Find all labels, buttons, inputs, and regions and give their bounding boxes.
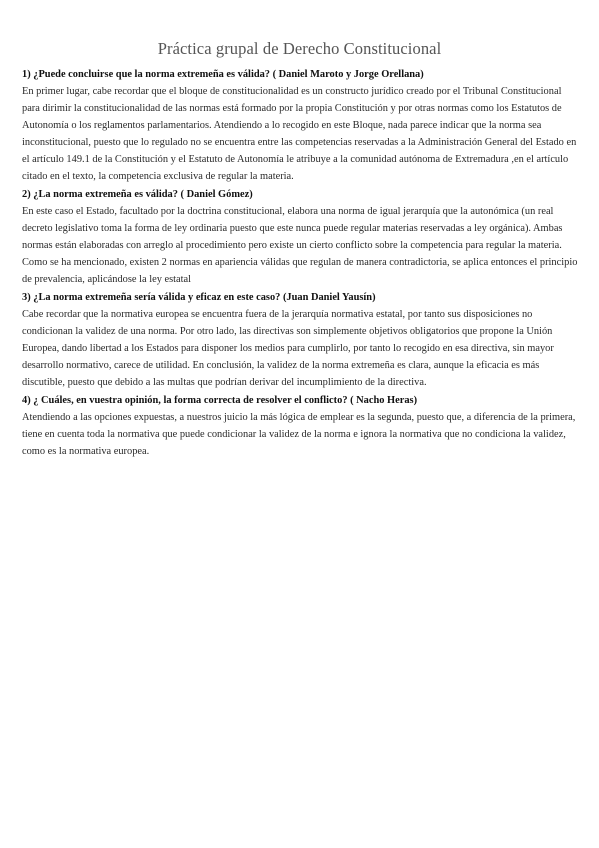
document-title: Práctica grupal de Derecho Constitucional [157,39,442,58]
document-body [22,66,580,461]
question-1-heading: 1) ¿Puede concluirse que la norma extremeña es válida? ( Daniel Maroto y Jorge Orellana) [22,69,424,80]
answer-4-paragraph: Atendiendo a las opciones expuestas, a nuestros juicio la más lógica de emplear es la segunda, puesto que, a diferencia de la primera, tiene en cuenta toda la normativa que puede condicionar la validez de la norma e ignora la normativa que no condiciona la validez, como es la normativa europea. [22,412,576,457]
answer-2-paragraph: En este caso el Estado, facultado por la doctrina constitucional, elabora una norma de igual jerarquía que la autonómica (un real decreto legislativo toma la forma de ley ordinaria puesto que este nunca puede regular materias reservadas a ley orgánica). Ambas normas están elaboradas con arreglo al procedimiento pero existe un cierto conflicto sobre la competencia para regular la materia. Como se ha mencionado, existen 2 normas en apariencia válidas que regulan de manera contradictoria, se aplica entonces el principio de prevalencia, aplicándose la ley estatal [22,206,578,285]
question-2-heading: 2) ¿La norma extremeña es válida? ( Daniel Gómez) [22,189,253,200]
answer-1-paragraph: En primer lugar, cabe recordar que el bloque de constitucionalidad es un constructo jurídico creado por el Tribunal Constitucional para dirimir la constitucionalidad de las normas está formado por la propia Constitución y por otras normas como los Estatutos de Autonomía o los reglamentos parlamentarios. Atendiendo a lo recogido en este Bloque, nada parece indicar que la norma sea inconstitucional, puesto que lo regulado no se encuentra entre las competencias reservadas a la Administración General del Estado en el artículo 149.1 de la Constitución y el Estatuto de Autonomía le atribuye a la comunidad autónoma de Extremadura ,en el artículo citado en el texto, la competencia exclusiva de regular la materia. [22,86,577,182]
question-3-heading: 3) ¿La norma extremeña sería válida y eficaz en este caso? (Juan Daniel Yausín) [22,292,376,303]
answer-3-paragraph: Cabe recordar que la normativa europea se encuentra fuera de la jerarquía normativa estatal, por tanto sus disposiciones no condicionan la validez de una norma. Por otro lado, las directivas son simplemente objetivos obligatorios que propone la Unión Europea, dando libertad a los Estados para disponer los medios para cumplirlo, por tanto lo recogido en esa directiva, sin mayor desarrollo normativo, carece de utilidad. En conclusión, la validez de la norma extremeña es clara, aunque la eficacia es más discutible, puesto que debido a las multas que podrían derivar del incumplimiento de la directiva. [22,309,554,388]
question-4-heading: 4) ¿ Cuáles, en vuestra opinión, la forma correcta de resolver el conflicto? ( Nacho Heras) [22,395,418,406]
